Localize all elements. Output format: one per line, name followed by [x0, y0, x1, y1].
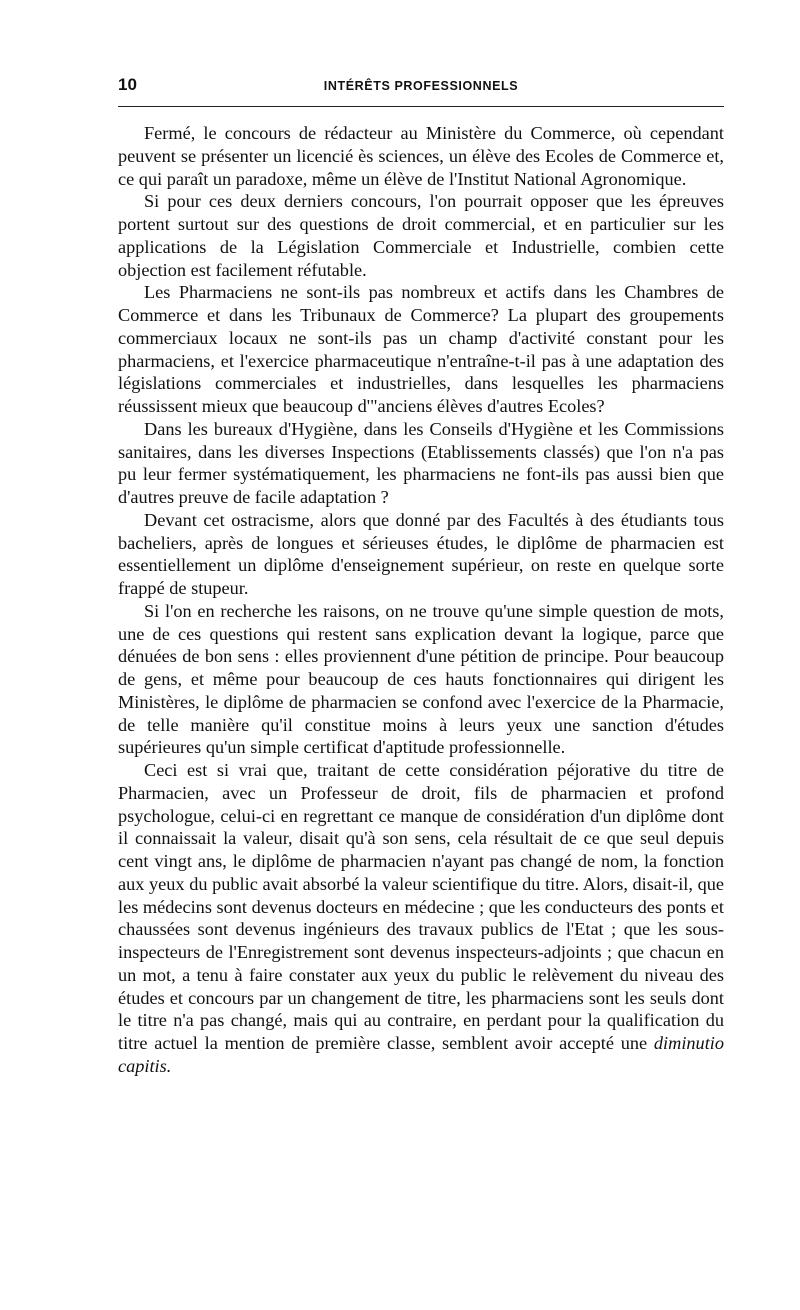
running-head: INTÉRÊTS PROFESSIONNELS: [323, 79, 519, 93]
paragraph: Fermé, le concours de rédacteur au Ministère du Commerce, où cependant peuvent se présenter un licencié ès sciences, un élève des Ecoles de Commerce et, ce qui paraît un paradoxe, même un élève de l'Institut National Agronomique.: [118, 123, 724, 189]
paragraph: Les Pharmaciens ne sont-ils pas nombreux et actifs dans les Chambres de Commerce et dans les Tribunaux de Commerce? La plupart des groupements commerciaux locaux ne sont-ils pas un champ d'activité constant pour les pharmaciens, et l'exercice pharmaceutique n'entraîne-t-il pas à une adaptation des législations commerciales et industrielles, dans lesquelles les pharmaciens réussissent mieux que beaucoup d'"anciens élèves d'autres Ecoles?: [118, 282, 724, 416]
paragraph: Dans les bureaux d'Hygiène, dans les Conseils d'Hygiène et les Commissions sanitaires, dans les diverses Inspections (Etablissements classés) que l'on n'a pas pu leur fermer systématiquement, les pharmaciens ne font-ils pas aussi bien que d'autres preuve de facile adaptation ?: [118, 418, 724, 507]
header-rule: [118, 106, 724, 107]
page-header: [118, 74, 724, 100]
paragraph-final-text: Ceci est si vrai que, traitant de cette considération péjorative du titre de Pharmacien, avec un Professeur de droit, fils de pharmacien et profond psychologue, celui-ci en regrettant ce manque de considération d'un diplôme dont il connaissait la valeur, disait qu'à son sens, cela résultait de ce que seul depuis cent vingt ans, le diplôme de pharmacien n'ayant pas changé de nom, la fonction aux yeux du public avait absorbé la valeur scientifique du titre. Alors, disait-il, que les médecins sont devenus docteurs en médecine ; que les conducteurs des ponts et chaussées sont devenus ingénieurs des travaux publics de l'Etat ; que les sous-inspecteurs de l'Enregistrement sont devenus inspecteurs-adjoints ; que chacun en un mot, a tenu à faire constater aux yeux du public le relèvement du niveau des études et concours par un changement de titre, les pharmaciens sont les seuls dont le titre n'a pas changé, mais qui au contraire, en perdant pour la qualification du titre actuel la mention de première classe, semblent avoir accepté une: [118, 760, 724, 1053]
page-number: 10: [118, 75, 137, 94]
paragraph: Devant cet ostracisme, alors que donné par des Facultés à des étudiants tous bacheliers, après de longues et sérieuses études, le diplôme de pharmacien est essentiellement un diplôme d'enseignement supérieur, on reste en quelque sorte frappé de stupeur.: [118, 509, 724, 598]
latin-phrase: diminutio capitis.: [118, 1033, 724, 1076]
paragraph-final: [118, 759, 724, 1078]
paragraph: Si l'on en recherche les raisons, on ne trouve qu'une simple question de mots, une de ces questions qui restent sans explication devant la logique, parce que dénuées de bon sens : elles proviennent d'une pétition de principe. Pour beaucoup de gens, et même pour beaucoup de ces hauts fonctionnaires qui dirigent les Ministères, le diplôme de pharmacien se confond avec l'exercice de la Pharmacie, de telle manière qu'il constitue moins à leurs yeux une sanction d'études supérieures qu'un simple certificat d'aptitude professionnelle.: [118, 600, 724, 758]
body-text: [118, 122, 724, 1078]
paragraph: Si pour ces deux derniers concours, l'on pourrait opposer que les épreuves portent surtout sur des questions de droit commercial, et en particulier sur les applications de la Législation Commerciale et Industrielle, combien cette objection est facilement réfutable.: [118, 191, 724, 280]
